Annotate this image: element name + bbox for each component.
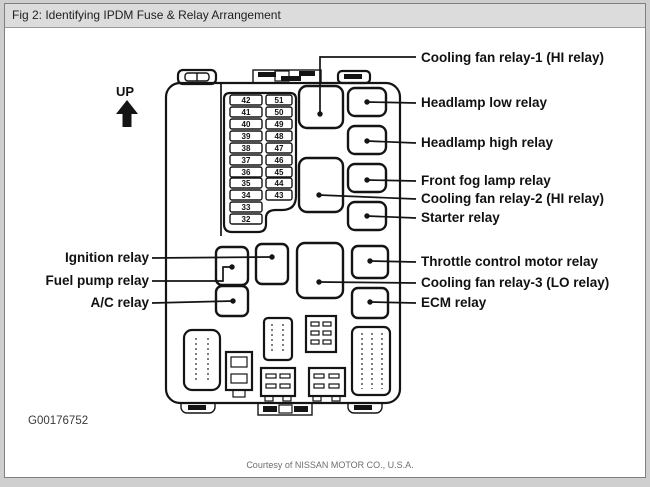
svg-text:39: 39 bbox=[241, 132, 251, 141]
figure-title-bar bbox=[5, 4, 645, 28]
svg-text:36: 36 bbox=[241, 168, 251, 177]
svg-text:37: 37 bbox=[241, 156, 251, 165]
svg-text:51: 51 bbox=[274, 96, 284, 105]
svg-text:42: 42 bbox=[241, 96, 251, 105]
label-front-fog-lamp-relay: Front fog lamp relay bbox=[421, 173, 551, 188]
svg-text:35: 35 bbox=[241, 179, 251, 188]
label-throttle-control-motor-relay: Throttle control motor relay bbox=[421, 254, 599, 269]
svg-text:48: 48 bbox=[274, 132, 284, 141]
figure-title: Fig 2: Identifying IPDM Fuse & Relay Arrangement bbox=[12, 8, 281, 22]
svg-text:47: 47 bbox=[274, 144, 284, 153]
svg-text:40: 40 bbox=[241, 120, 251, 129]
svg-text:38: 38 bbox=[241, 144, 251, 153]
figure-frame bbox=[4, 3, 646, 478]
label-starter-relay: Starter relay bbox=[421, 210, 500, 225]
svg-text:45: 45 bbox=[274, 168, 284, 177]
svg-text:34: 34 bbox=[241, 191, 251, 200]
label-cooling-fan-relay-3: Cooling fan relay-3 (LO relay) bbox=[421, 275, 610, 290]
figure-id: G00176752 bbox=[28, 415, 89, 427]
svg-text:50: 50 bbox=[274, 108, 284, 117]
svg-text:46: 46 bbox=[274, 156, 284, 165]
label-ignition-relay: Ignition relay bbox=[64, 250, 149, 265]
svg-text:41: 41 bbox=[241, 108, 251, 117]
svg-text:33: 33 bbox=[241, 203, 251, 212]
up-label: UP bbox=[116, 84, 135, 99]
courtesy-text: Courtesy of NISSAN MOTOR CO., U.S.A. bbox=[246, 460, 414, 470]
label-cooling-fan-relay-2: Cooling fan relay-2 (HI relay) bbox=[421, 191, 605, 206]
label-ecm-relay: ECM relay bbox=[421, 295, 487, 310]
svg-text:43: 43 bbox=[274, 191, 284, 200]
label-fuel-pump-relay: Fuel pump relay bbox=[45, 273, 149, 288]
svg-text:49: 49 bbox=[274, 120, 284, 129]
svg-text:32: 32 bbox=[241, 215, 251, 224]
label-headlamp-high-relay: Headlamp high relay bbox=[421, 135, 554, 150]
label-ac-relay: A/C relay bbox=[90, 295, 149, 310]
label-cooling-fan-relay-1: Cooling fan relay-1 (HI relay) bbox=[421, 50, 605, 65]
label-headlamp-low-relay: Headlamp low relay bbox=[421, 95, 548, 110]
svg-text:44: 44 bbox=[274, 179, 284, 188]
